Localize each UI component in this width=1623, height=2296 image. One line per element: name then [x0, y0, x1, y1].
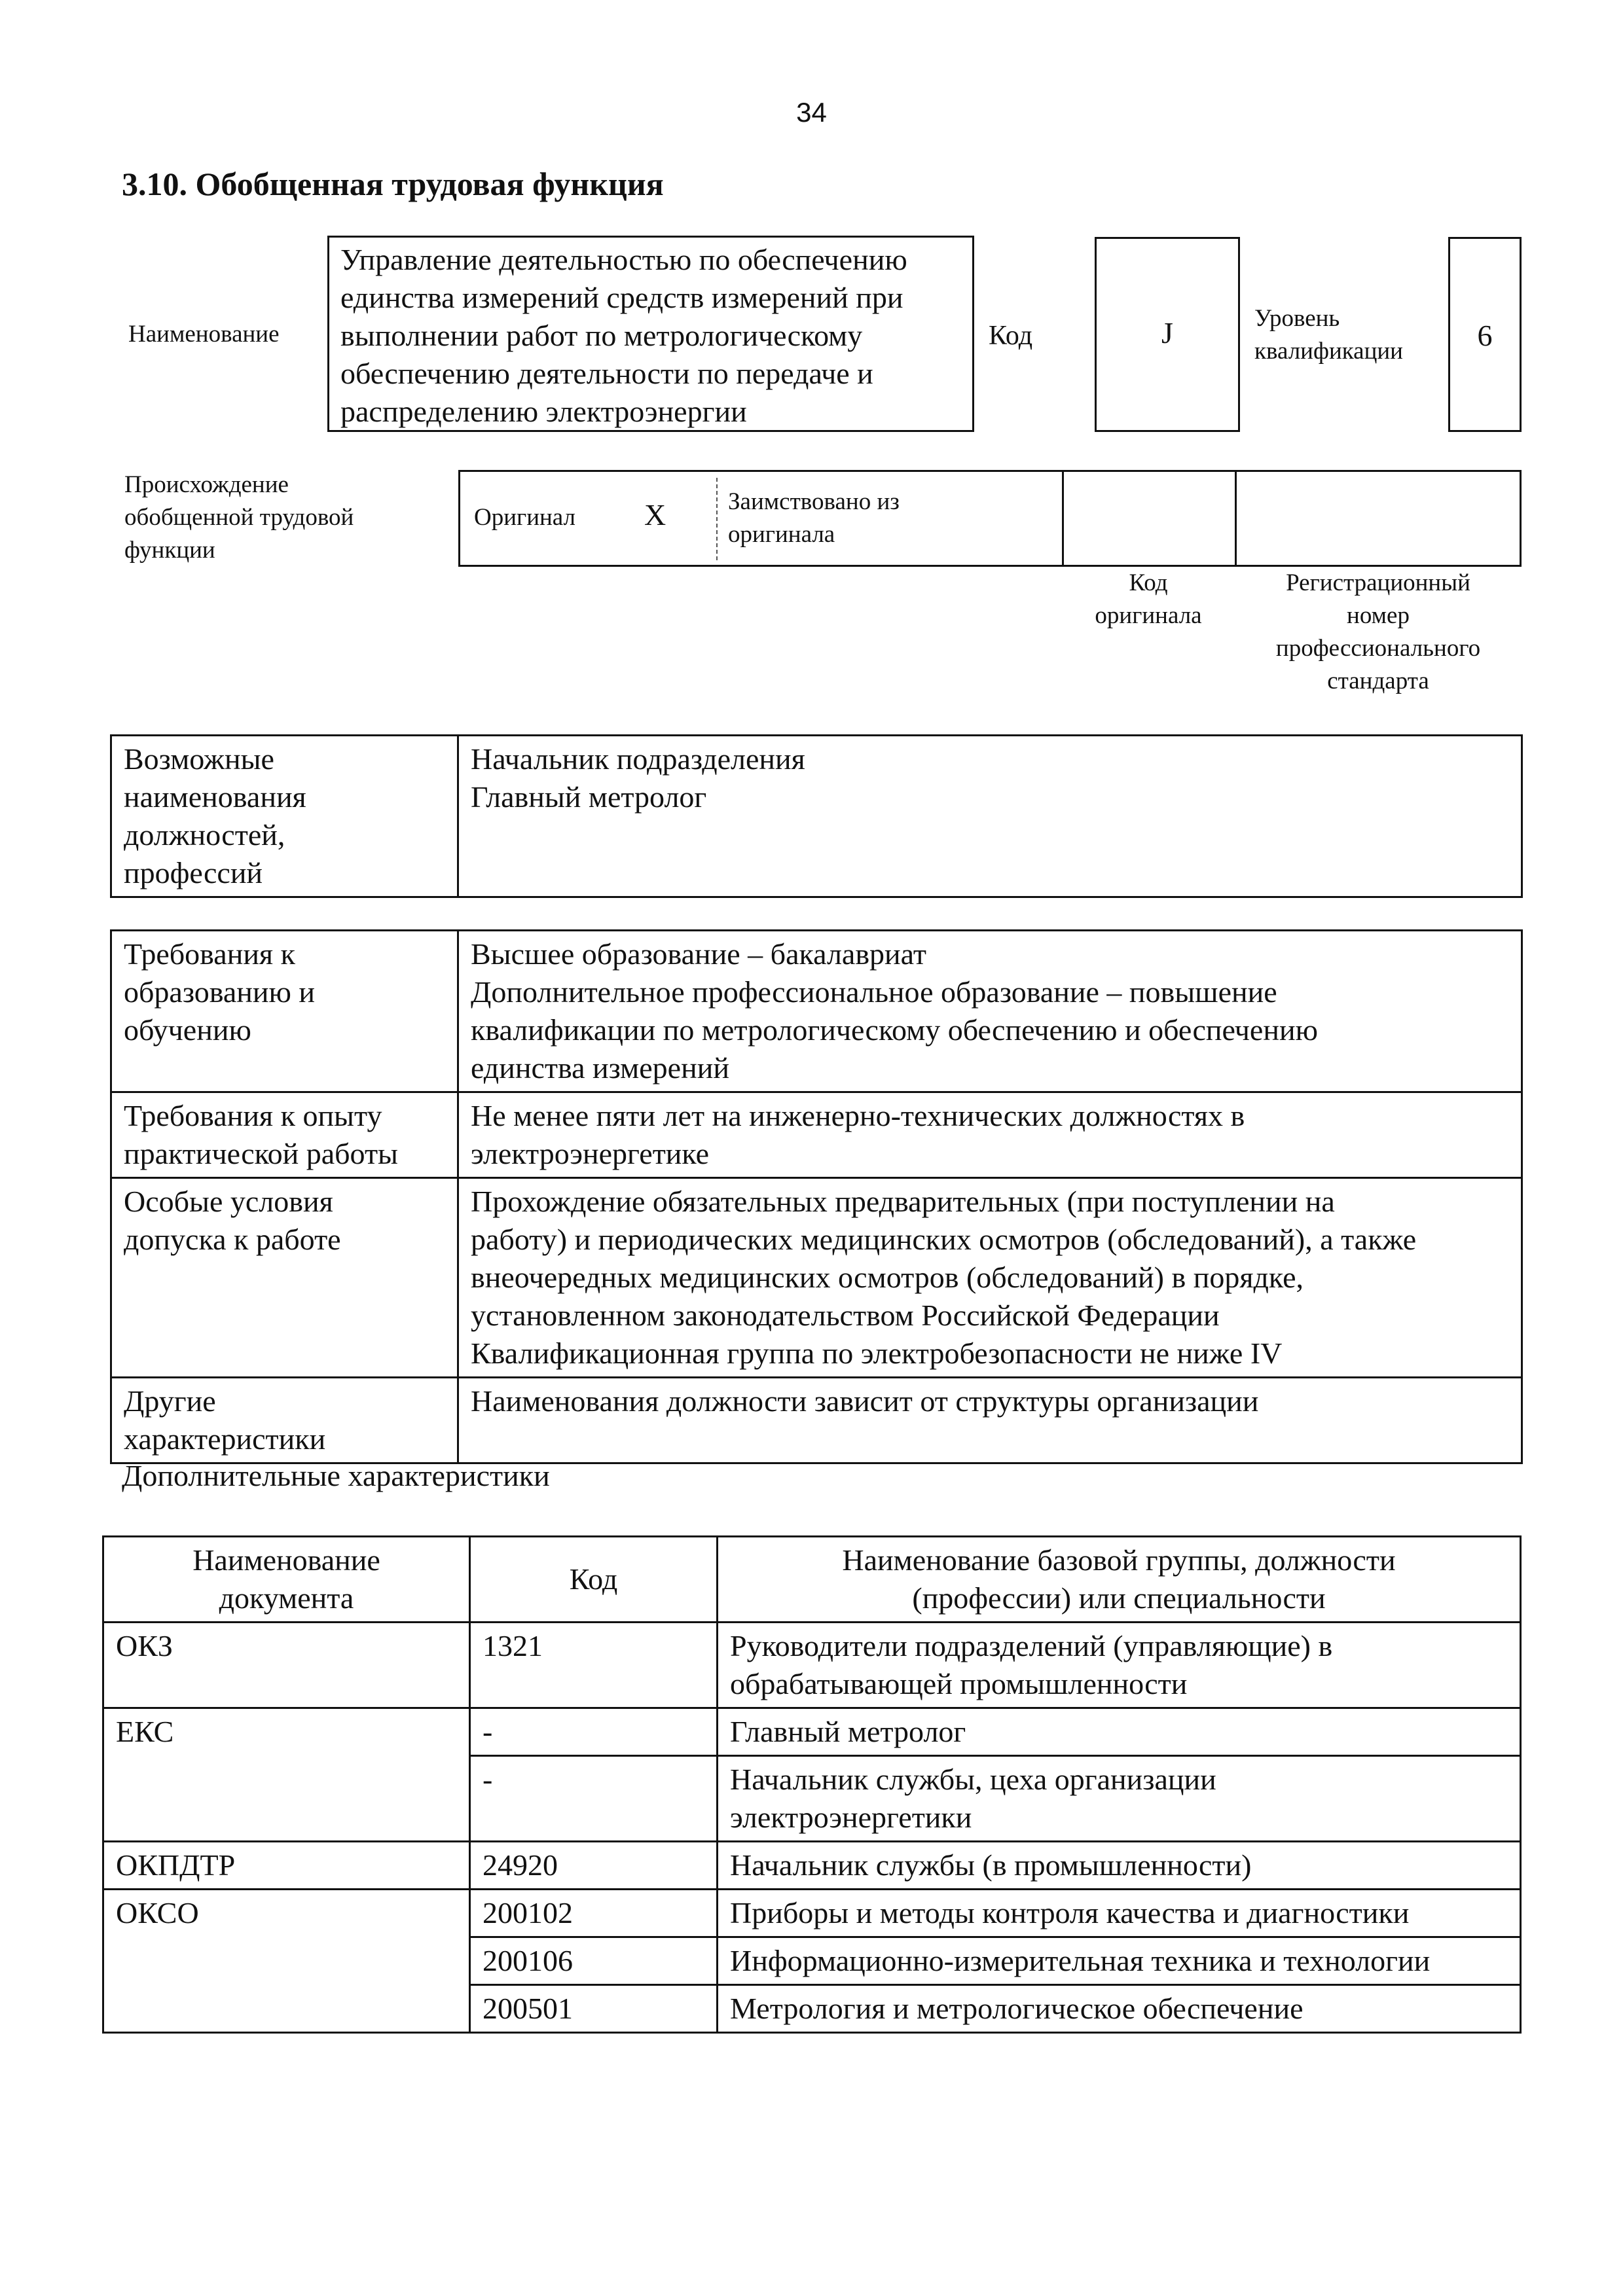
header-doc-line: документа [219, 1581, 354, 1615]
doc-cell: ОКЗ [103, 1623, 470, 1708]
code-cell: 200501 [470, 1985, 718, 2033]
function-name-line: единства измерений средств измерений при [340, 281, 903, 314]
origin-label-line: Происхождение [124, 471, 289, 498]
name-line: Приборы и методы контроля качества и диагностики [730, 1896, 1410, 1929]
origin-divider [1235, 470, 1237, 567]
level-label [1254, 302, 1403, 368]
requirement-value-line: Наименования должности зависит от структуры организации [471, 1384, 1259, 1418]
registration-caption-line: Регистрационный [1286, 569, 1470, 596]
requirement-row [111, 1178, 1522, 1378]
code-cell: - [470, 1756, 718, 1842]
position-name: Главный метролог [471, 780, 707, 814]
header-name-line: Наименование базовой группы, должности [842, 1543, 1396, 1577]
code-cell: - [470, 1708, 718, 1756]
requirement-label-line: допуска к работе [124, 1223, 341, 1256]
requirement-value-line: внеочередных медицинских осмотров (обследований) в порядке, [471, 1261, 1304, 1294]
requirement-value [458, 1092, 1522, 1178]
requirements-table [110, 929, 1523, 1464]
code-cell: 1321 [470, 1623, 718, 1708]
table-row [103, 1708, 1521, 1756]
level-value: 6 [1477, 319, 1493, 352]
header-doc-line: Наименование [192, 1543, 380, 1577]
requirement-label-line: практической работы [124, 1137, 398, 1170]
name-line: обрабатывающей промышленности [730, 1667, 1188, 1700]
code-original-caption-line: оригинала [1095, 602, 1202, 629]
requirement-label-line: образованию и [124, 975, 315, 1009]
requirement-value-line: электроэнергетике [471, 1137, 710, 1170]
requirement-label-line: Требования к опыту [124, 1099, 382, 1132]
function-name-text [340, 241, 969, 431]
function-name-line: обеспечению деятельности по передаче и [340, 357, 873, 390]
level-label-line: Уровень [1254, 305, 1340, 332]
requirement-value-line: Не менее пяти лет на инженерно-технических должностях в [471, 1099, 1245, 1132]
positions-label-line: профессий [124, 856, 263, 889]
requirement-label-line: Другие [124, 1384, 216, 1418]
header-name-line: (профессии) или специальности [912, 1581, 1326, 1615]
requirement-value-line: Дополнительное профессиональное образование – повышение [471, 975, 1277, 1009]
header-code: Код [470, 1537, 718, 1623]
origin-box [458, 470, 1522, 567]
origin-divider [1062, 470, 1064, 567]
requirement-value-line: Высшее образование – бакалавриат [471, 937, 926, 971]
function-name-line: распределению электроэнергии [340, 395, 747, 428]
origin-label-line: функции [124, 537, 215, 564]
requirement-value-line: Квалификационная группа по электробезопасности не ниже IV [471, 1336, 1283, 1370]
name-cell [718, 1623, 1521, 1708]
requirement-value-line: установленном законодательством Российской Федерации [471, 1299, 1220, 1332]
positions-label-line: наименования [124, 780, 306, 814]
requirement-label-line: Особые условия [124, 1185, 333, 1218]
requirement-label [111, 931, 458, 1092]
requirement-value-line: единства измерений [471, 1051, 729, 1085]
name-line: Начальник службы, цеха организации [730, 1763, 1216, 1796]
code-original-caption [1062, 567, 1235, 632]
doc-cell: ОКПДТР [103, 1842, 470, 1890]
requirement-value [458, 931, 1522, 1092]
function-name-line: выполнении работ по метрологическому [340, 319, 863, 352]
code-cell: 200102 [470, 1890, 718, 1937]
page-number: 34 [796, 97, 827, 128]
name-cell [718, 1842, 1521, 1890]
doc-cell: ЕКС [103, 1708, 470, 1842]
requirement-row [111, 931, 1522, 1092]
name-cell [718, 1890, 1521, 1937]
header-name [718, 1537, 1521, 1623]
name-line: Главный метролог [730, 1715, 966, 1748]
borrowed-label [728, 486, 900, 551]
requirement-value-line: работу) и периодических медицинских осмотров (обследований), а также [471, 1223, 1417, 1256]
registration-caption [1235, 567, 1522, 698]
origin-label-line: обобщенной трудовой [124, 504, 354, 531]
requirement-label-line: обучению [124, 1013, 251, 1047]
additional-header-row [103, 1537, 1521, 1623]
registration-caption-line: номер [1347, 602, 1410, 629]
requirement-row [111, 1378, 1522, 1463]
requirement-row [111, 1092, 1522, 1178]
level-label-line: квалификации [1254, 338, 1403, 365]
positions-label [111, 736, 458, 897]
requirement-value [458, 1378, 1522, 1463]
requirement-label [111, 1178, 458, 1378]
positions-label-line: Возможные [124, 742, 274, 776]
registration-caption-line: профессионального [1275, 635, 1481, 662]
name-line: Информационно-измерительная техника и технологии [730, 1944, 1431, 1977]
position-name: Начальник подразделения [471, 742, 805, 776]
function-name-line: Управление деятельностью по обеспечению [340, 243, 907, 276]
name-line: Метрология и метрологическое обеспечение [730, 1992, 1304, 2025]
table-row [103, 1842, 1521, 1890]
positions-row [111, 736, 1522, 897]
original-label: Оригинал [474, 504, 576, 531]
borrowed-label-line: Заимствовано из [728, 488, 900, 515]
requirement-label [111, 1378, 458, 1463]
name-cell [718, 1756, 1521, 1842]
positions-values [458, 736, 1522, 897]
requirement-label [111, 1092, 458, 1178]
borrowed-label-line: оригинала [728, 521, 835, 548]
doc-cell: ОКСО [103, 1890, 470, 2033]
requirement-label-line: Требования к [124, 937, 295, 971]
requirement-value-line: Прохождение обязательных предварительных (при поступлении на [471, 1185, 1335, 1218]
additional-title: Дополнительные характеристики [122, 1459, 550, 1492]
name-cell [718, 1708, 1521, 1756]
code-original-caption-line: Код [1129, 569, 1168, 596]
name-cell [718, 1937, 1521, 1985]
name-label: Наименование [128, 321, 280, 348]
code-value: J [1161, 316, 1173, 350]
additional-table [102, 1535, 1522, 2034]
positions-label-line: должностей, [124, 818, 285, 852]
registration-caption-line: стандарта [1327, 668, 1429, 694]
origin-divider [716, 478, 718, 560]
code-cell: 200106 [470, 1937, 718, 1985]
requirement-value-line: квалификации по метрологическому обеспечению и обеспечению [471, 1013, 1318, 1047]
name-cell [718, 1985, 1521, 2033]
header-doc [103, 1537, 470, 1623]
requirement-label-line: характеристики [124, 1422, 326, 1456]
code-cell: 24920 [470, 1842, 718, 1890]
name-line: электроэнергетики [730, 1801, 972, 1834]
table-row [103, 1623, 1521, 1708]
origin-label [124, 469, 354, 567]
original-mark: X [644, 498, 666, 531]
table-row [103, 1890, 1521, 1937]
name-line: Руководители подразделений (управляющие) в [730, 1629, 1333, 1662]
name-line: Начальник службы (в промышленности) [730, 1848, 1252, 1882]
requirement-value [458, 1178, 1522, 1378]
code-label: Код [989, 321, 1033, 351]
section-title: 3.10. Обобщенная трудовая функция [122, 166, 664, 202]
positions-table [110, 734, 1523, 898]
